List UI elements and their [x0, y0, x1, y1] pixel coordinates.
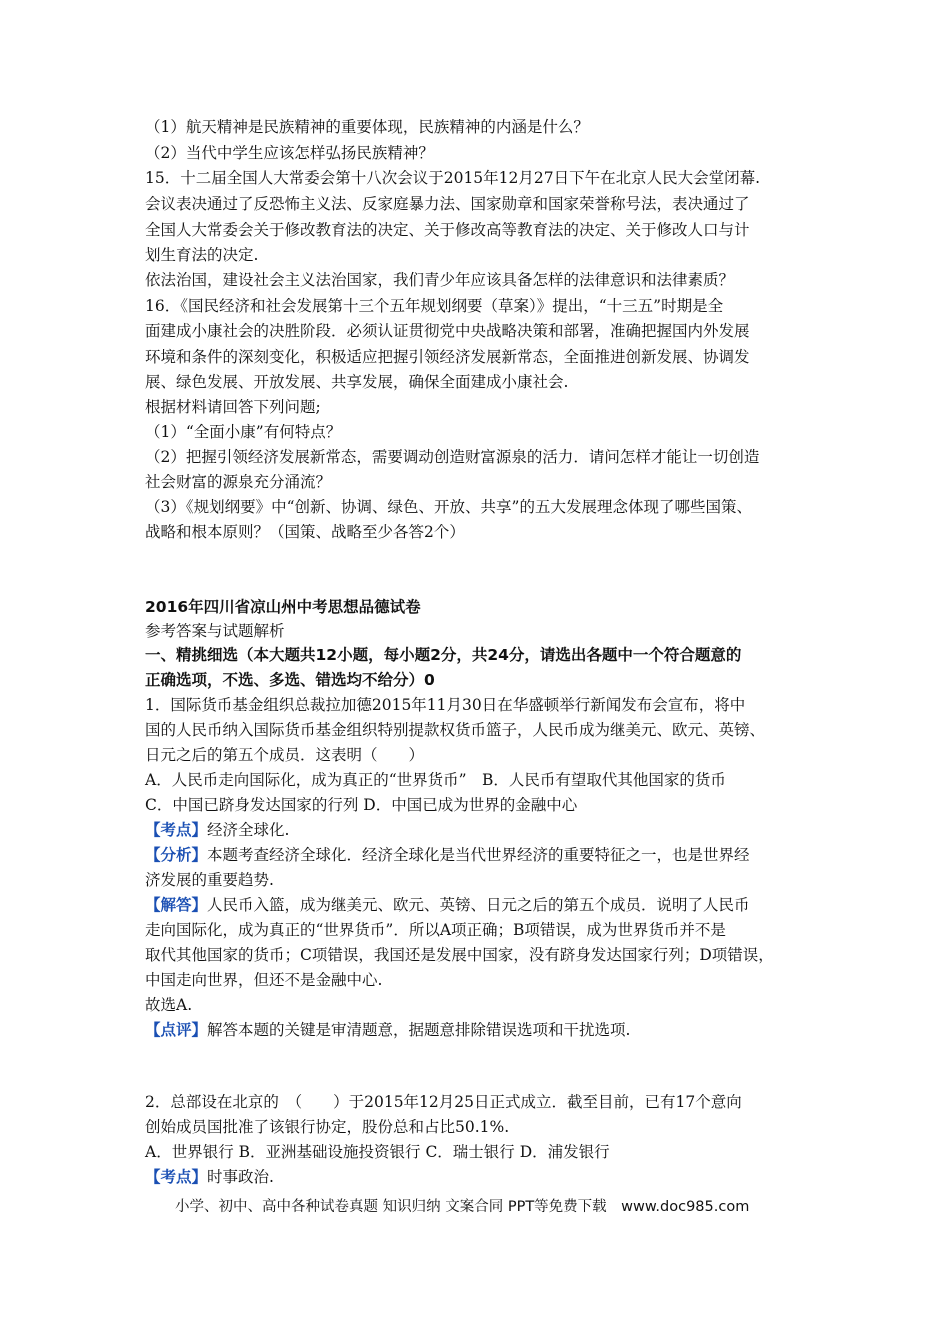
q1-answer: 故选A. [145, 996, 193, 1014]
question-14-part-1: （1）航天精神是民族精神的重要体现，民族精神的内涵是什么？ [145, 118, 589, 136]
question-16-part-3: 战略和根本原则？（国策、战略至少各答2个） [145, 523, 465, 541]
section-heading: 正确选项，不选、多选、错选均不给分）0 [145, 671, 435, 689]
q1-jieda [145, 895, 750, 915]
question-16-part-2: （2）把握引领经济发展新常态，需要调动创造财富源泉的活力．请问怎样才能让一切创造 [145, 448, 760, 466]
kaodian-text: 经济全球化. [207, 821, 290, 839]
dianping-tag: 【点评】 [145, 1020, 208, 1039]
q2-option-line: A．世界银行 B．亚洲基础设施投资银行 C．瑞士银行 D．浦发银行 [145, 1143, 610, 1161]
question-16-line: 展、绿色发展、开放发展、共享发展，确保全面建成小康社会. [145, 373, 569, 391]
question-15-line: 会议表决通过了反恐怖主义法、反家庭暴力法、国家勋章和国家荣誉称号法，表决通过了 [145, 195, 750, 213]
q2-line: 2．总部设在北京的 （ ）于2015年12月25日正式成立．截至目前，已有17个意向 [145, 1093, 742, 1111]
fenxi-tag: 【分析】 [145, 845, 208, 864]
jieda-text: 人民币入篮，成为继美元、欧元、英镑、日元之后的第五个成员．说明了人民币 [207, 896, 750, 914]
dianping-text: 解答本题的关键是审清题意，据题意排除错误选项和干扰选项. [207, 1021, 631, 1039]
q1-line: 1．国际货币基金组织总裁拉加德2015年11月30日在华盛顿举行新闻发布会宣布，将中 [145, 696, 746, 714]
jieda-tag: 【解答】 [145, 895, 208, 914]
q1-fenxi-cont: 济发展的重要趋势. [145, 871, 274, 889]
kaodian-tag: 【考点】 [145, 1167, 208, 1186]
fenxi-text: 本题考查经济全球化．经济全球化是当代世界经济的重要特征之一，也是世界经 [207, 846, 750, 864]
q1-option-line: A．人民币走向国际化，成为真正的“世界货币” B．人民币有望取代其他国家的货币 [145, 771, 726, 789]
kaodian-text: 时事政治. [207, 1168, 274, 1186]
question-16-line: 根据材料请回答下列问题; [145, 398, 321, 416]
q1-dianping [145, 1020, 630, 1040]
q2-line: 创始成员国批准了该银行协定，股份总和占比50.1%. [145, 1118, 510, 1136]
question-16-line: 面建成小康社会的决胜阶段．必须认证贯彻党中央战略决策和部署，准确把握国内外发展 [145, 322, 750, 340]
question-15-line: 划生育法的决定. [145, 246, 259, 264]
q1-fenxi [145, 845, 750, 865]
answer-subtitle: 参考答案与试题解析 [145, 622, 285, 640]
answer-title: 2016年四川省凉山州中考思想品德试卷 [145, 598, 421, 616]
question-15-line: 全国人大常委会关于修改教育法的决定、关于修改高等教育法的决定、关于修改人口与计 [145, 221, 750, 239]
question-16-part-2: 社会财富的源泉充分涌流？ [145, 473, 332, 491]
q1-jieda-line: 走向国际化，成为真正的“世界货币”．所以A项正确；B项错误，成为世界货币并不是 [145, 921, 726, 939]
question-16-line: 环境和条件的深刻变化，积极适应把握引领经济发展新常态，全面推进创新发展、协调发 [145, 348, 750, 366]
q1-option-line: C．中国已跻身发达国家的行列 D．中国已成为世界的金融中心 [145, 796, 578, 814]
q1-line: 国的人民币纳入国际货币基金组织特别提款权货币篮子，人民币成为继美元、欧元、英镑、 [145, 721, 766, 739]
kaodian-tag: 【考点】 [145, 820, 208, 839]
q1-line: 日元之后的第五个成员．这表明（ ） [145, 746, 425, 764]
q1-jieda-line: 中国走向世界，但还不是金融中心. [145, 971, 383, 989]
section-heading: 一、精挑细选（本大题共12小题，每小题2分，共24分，请选出各题中一个符合题意的 [145, 646, 742, 664]
question-16-part-1: （1）“全面小康”有何特点？ [145, 423, 342, 441]
page-footer: 小学、初中、高中各种试卷真题 知识归纳 文案合同 PPT等免费下载 www.doc985.com [175, 1199, 750, 1215]
question-15-line: 15．十二届全国人大常委会第十八次会议于2015年12月27日下午在北京人民大会堂闭幕. [145, 169, 761, 187]
question-16-line: 16．《国民经济和社会发展第十三个五年规划纲要（草案）》提出，“十三五”时期是全 [145, 297, 724, 315]
question-15-line: 依法治国，建设社会主义法治国家，我们青少年应该具备怎样的法律意识和法律素质？ [145, 271, 735, 289]
question-14-part-2: （2）当代中学生应该怎样弘扬民族精神？ [145, 144, 434, 162]
q1-kaodian [145, 820, 289, 840]
q2-kaodian [145, 1167, 274, 1187]
question-16-part-3: （3）《规划纲要》中“创新、协调、绿色、开放、共享”的五大发展理念体现了哪些国策、 [145, 498, 752, 516]
q1-jieda-line: 取代其他国家的货币；C项错误，我国还是发展中国家，没有跻身发达国家行列；D项错误， [145, 946, 774, 964]
